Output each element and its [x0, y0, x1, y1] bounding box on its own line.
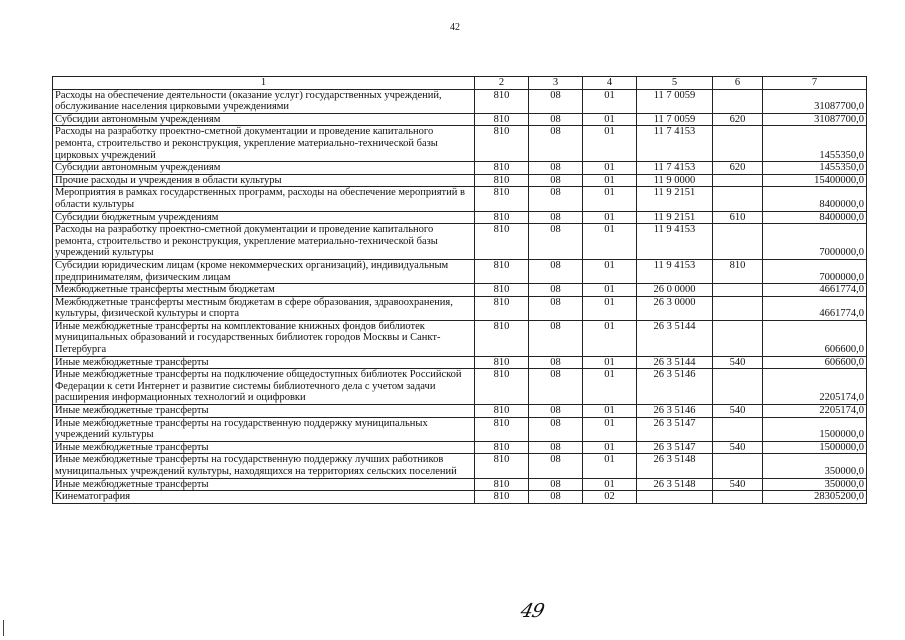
- cell-name: Иные межбюджетные трансферты на государственную поддержку лучших работников муниципальных учреждений культуры, находящихся на территориях сельских поселений: [53, 454, 475, 478]
- cell-expense-type: [713, 491, 763, 504]
- cell-name: Расходы на разработку проектно-сметной документации и проведение капитального ремонта, строительство и реконструкция, укрепление материально-технической базы учреждений культуры: [53, 224, 475, 260]
- cell-section: 08: [529, 417, 583, 441]
- cell-name: Расходы на разработку проектно-сметной документации и проведение капитального ремонта, строительство и реконструкция, укрепление материально-технической базы цирковых учреждений: [53, 126, 475, 162]
- page-number: 42: [450, 22, 460, 33]
- cell-target: 26 3 5144: [637, 356, 713, 369]
- cell-section: 08: [529, 478, 583, 491]
- cell-subsection: 01: [583, 296, 637, 320]
- table-row: [53, 491, 867, 504]
- cell-name: Межбюджетные трансферты местным бюджетам в сфере образования, здравоохранения, культуры, физической культуры и спорта: [53, 296, 475, 320]
- cell-amount: 2205174,0: [763, 405, 867, 418]
- cell-expense-type: 540: [713, 478, 763, 491]
- cell-target: 26 3 0000: [637, 296, 713, 320]
- cell-amount: 1455350,0: [763, 126, 867, 162]
- cell-expense-type: 620: [713, 162, 763, 175]
- cell-section: 08: [529, 369, 583, 405]
- cell-amount: 350000,0: [763, 454, 867, 478]
- cell-target: 11 7 0059: [637, 113, 713, 126]
- col-header-1: 1: [53, 77, 475, 90]
- cell-target: 11 9 4153: [637, 224, 713, 260]
- cell-section: 08: [529, 320, 583, 356]
- cell-ministry: 810: [475, 284, 529, 297]
- cell-amount: 2205174,0: [763, 369, 867, 405]
- cell-ministry: 810: [475, 491, 529, 504]
- cell-name: Расходы на обеспечение деятельности (оказание услуг) государственных учреждений, обслуживание населения цирковыми учреждениями: [53, 89, 475, 113]
- cell-name: Мероприятия в рамках государственных программ, расходы на обеспечение мероприятий в области культуры: [53, 187, 475, 211]
- cell-target: [637, 491, 713, 504]
- cell-ministry: 810: [475, 187, 529, 211]
- table-row: [53, 441, 867, 454]
- cell-amount: 7000000,0: [763, 259, 867, 283]
- cell-ministry: 810: [475, 441, 529, 454]
- cell-expense-type: 540: [713, 405, 763, 418]
- cell-subsection: 01: [583, 126, 637, 162]
- cell-ministry: 810: [475, 417, 529, 441]
- cell-ministry: 810: [475, 405, 529, 418]
- cell-name: Субсидии автономным учреждениям: [53, 113, 475, 126]
- cell-subsection: 01: [583, 417, 637, 441]
- cell-amount: 15400000,0: [763, 174, 867, 187]
- table-body: [53, 89, 867, 503]
- cell-section: 08: [529, 296, 583, 320]
- cell-expense-type: [713, 224, 763, 260]
- cell-subsection: 01: [583, 224, 637, 260]
- cell-amount: 31087700,0: [763, 89, 867, 113]
- table-row: [53, 454, 867, 478]
- cell-subsection: 01: [583, 478, 637, 491]
- cell-expense-type: [713, 296, 763, 320]
- cell-subsection: 01: [583, 162, 637, 175]
- cell-target: 26 3 5146: [637, 405, 713, 418]
- cell-section: 08: [529, 284, 583, 297]
- cell-amount: 1500000,0: [763, 417, 867, 441]
- cell-amount: 8400000,0: [763, 187, 867, 211]
- table-row: [53, 405, 867, 418]
- cell-target: 26 3 5144: [637, 320, 713, 356]
- cell-amount: 1455350,0: [763, 162, 867, 175]
- cell-expense-type: [713, 284, 763, 297]
- table-row: [53, 259, 867, 283]
- cell-expense-type: [713, 174, 763, 187]
- cell-expense-type: [713, 454, 763, 478]
- col-header-2: 2: [475, 77, 529, 90]
- cell-amount: 8400000,0: [763, 211, 867, 224]
- table-row: [53, 187, 867, 211]
- cell-name: Иные межбюджетные трансферты на подключение общедоступных библиотек Российской Федерации к сети Интернет и развитие системы библиотечного дела с учетом задачи расширения информационных технологий и оцифровки: [53, 369, 475, 405]
- cell-subsection: 01: [583, 187, 637, 211]
- budget-table: [52, 76, 867, 504]
- cell-section: 08: [529, 454, 583, 478]
- cell-target: 11 7 4153: [637, 162, 713, 175]
- cell-ministry: 810: [475, 259, 529, 283]
- cell-name: Кинематография: [53, 491, 475, 504]
- cell-subsection: 01: [583, 320, 637, 356]
- cell-expense-type: [713, 369, 763, 405]
- cell-name: Иные межбюджетные трансферты на комплектование книжных фондов библиотек муниципальных образований и государственных библиотек городов Москвы и Санкт-Петербурга: [53, 320, 475, 356]
- cell-expense-type: [713, 187, 763, 211]
- cell-subsection: 01: [583, 405, 637, 418]
- table-row: [53, 296, 867, 320]
- cell-subsection: 01: [583, 441, 637, 454]
- cell-amount: 28305200,0: [763, 491, 867, 504]
- cell-amount: 7000000,0: [763, 224, 867, 260]
- cell-ministry: 810: [475, 126, 529, 162]
- table-row: [53, 320, 867, 356]
- table-row: [53, 417, 867, 441]
- cell-section: 08: [529, 113, 583, 126]
- cell-name: Иные межбюджетные трансферты: [53, 356, 475, 369]
- edge-mark: [3, 620, 4, 636]
- cell-subsection: 01: [583, 454, 637, 478]
- cell-section: 08: [529, 174, 583, 187]
- cell-section: 08: [529, 259, 583, 283]
- cell-ministry: 810: [475, 454, 529, 478]
- cell-section: 08: [529, 224, 583, 260]
- cell-ministry: 810: [475, 162, 529, 175]
- cell-ministry: 810: [475, 174, 529, 187]
- cell-expense-type: [713, 320, 763, 356]
- cell-expense-type: 540: [713, 441, 763, 454]
- cell-ministry: 810: [475, 89, 529, 113]
- cell-subsection: 01: [583, 284, 637, 297]
- cell-expense-type: [713, 417, 763, 441]
- col-header-5: 5: [637, 77, 713, 90]
- cell-ministry: 810: [475, 478, 529, 491]
- table-header-row: [53, 77, 867, 90]
- cell-subsection: 01: [583, 174, 637, 187]
- table-row: [53, 89, 867, 113]
- cell-expense-type: 540: [713, 356, 763, 369]
- cell-amount: 1500000,0: [763, 441, 867, 454]
- cell-name: Иные межбюджетные трансферты: [53, 405, 475, 418]
- table-row: [53, 284, 867, 297]
- cell-subsection: 01: [583, 89, 637, 113]
- cell-target: 11 9 2151: [637, 211, 713, 224]
- table-row: [53, 113, 867, 126]
- cell-target: 26 0 0000: [637, 284, 713, 297]
- cell-name: Межбюджетные трансферты местным бюджетам: [53, 284, 475, 297]
- table-row: [53, 211, 867, 224]
- cell-subsection: 01: [583, 113, 637, 126]
- cell-target: 26 3 5147: [637, 441, 713, 454]
- table-row: [53, 162, 867, 175]
- col-header-6: 6: [713, 77, 763, 90]
- cell-name: Субсидии бюджетным учреждениям: [53, 211, 475, 224]
- table-row: [53, 478, 867, 491]
- col-header-4: 4: [583, 77, 637, 90]
- table-row: [53, 126, 867, 162]
- cell-expense-type: [713, 89, 763, 113]
- cell-target: 26 3 5146: [637, 369, 713, 405]
- cell-ministry: 810: [475, 296, 529, 320]
- cell-section: 08: [529, 89, 583, 113]
- cell-ministry: 810: [475, 224, 529, 260]
- handwritten-page-number: 49: [518, 600, 546, 622]
- cell-name: Иные межбюджетные трансферты: [53, 441, 475, 454]
- cell-section: 08: [529, 211, 583, 224]
- cell-name: Иные межбюджетные трансферты на государственную поддержку муниципальных учреждений культуры: [53, 417, 475, 441]
- cell-target: 26 3 5148: [637, 454, 713, 478]
- cell-name: Прочие расходы и учреждения в области культуры: [53, 174, 475, 187]
- cell-expense-type: 620: [713, 113, 763, 126]
- cell-name: Субсидии юридическим лицам (кроме некоммерческих организаций), индивидуальным предпринимателям, физическим лицам: [53, 259, 475, 283]
- cell-ministry: 810: [475, 211, 529, 224]
- cell-ministry: 810: [475, 356, 529, 369]
- col-header-3: 3: [529, 77, 583, 90]
- cell-section: 08: [529, 405, 583, 418]
- cell-amount: 31087700,0: [763, 113, 867, 126]
- cell-subsection: 01: [583, 356, 637, 369]
- cell-target: 11 9 4153: [637, 259, 713, 283]
- cell-expense-type: [713, 126, 763, 162]
- cell-amount: 350000,0: [763, 478, 867, 491]
- cell-subsection: 01: [583, 369, 637, 405]
- col-header-7: 7: [763, 77, 867, 90]
- cell-section: 08: [529, 441, 583, 454]
- table-row: [53, 369, 867, 405]
- cell-section: 08: [529, 162, 583, 175]
- table-row: [53, 174, 867, 187]
- cell-ministry: 810: [475, 369, 529, 405]
- cell-section: 08: [529, 356, 583, 369]
- cell-subsection: 01: [583, 259, 637, 283]
- cell-section: 08: [529, 491, 583, 504]
- cell-name: Иные межбюджетные трансферты: [53, 478, 475, 491]
- cell-section: 08: [529, 126, 583, 162]
- cell-name: Субсидии автономным учреждениям: [53, 162, 475, 175]
- cell-amount: 4661774,0: [763, 284, 867, 297]
- cell-amount: 4661774,0: [763, 296, 867, 320]
- cell-amount: 606600,0: [763, 320, 867, 356]
- cell-target: 11 7 0059: [637, 89, 713, 113]
- cell-target: 26 3 5147: [637, 417, 713, 441]
- cell-ministry: 810: [475, 320, 529, 356]
- cell-amount: 606600,0: [763, 356, 867, 369]
- cell-expense-type: 610: [713, 211, 763, 224]
- cell-target: 26 3 5148: [637, 478, 713, 491]
- cell-target: 11 7 4153: [637, 126, 713, 162]
- cell-subsection: 01: [583, 211, 637, 224]
- cell-section: 08: [529, 187, 583, 211]
- cell-target: 11 9 2151: [637, 187, 713, 211]
- table-row: [53, 356, 867, 369]
- table-row: [53, 224, 867, 260]
- cell-target: 11 9 0000: [637, 174, 713, 187]
- cell-subsection: 02: [583, 491, 637, 504]
- cell-expense-type: 810: [713, 259, 763, 283]
- cell-ministry: 810: [475, 113, 529, 126]
